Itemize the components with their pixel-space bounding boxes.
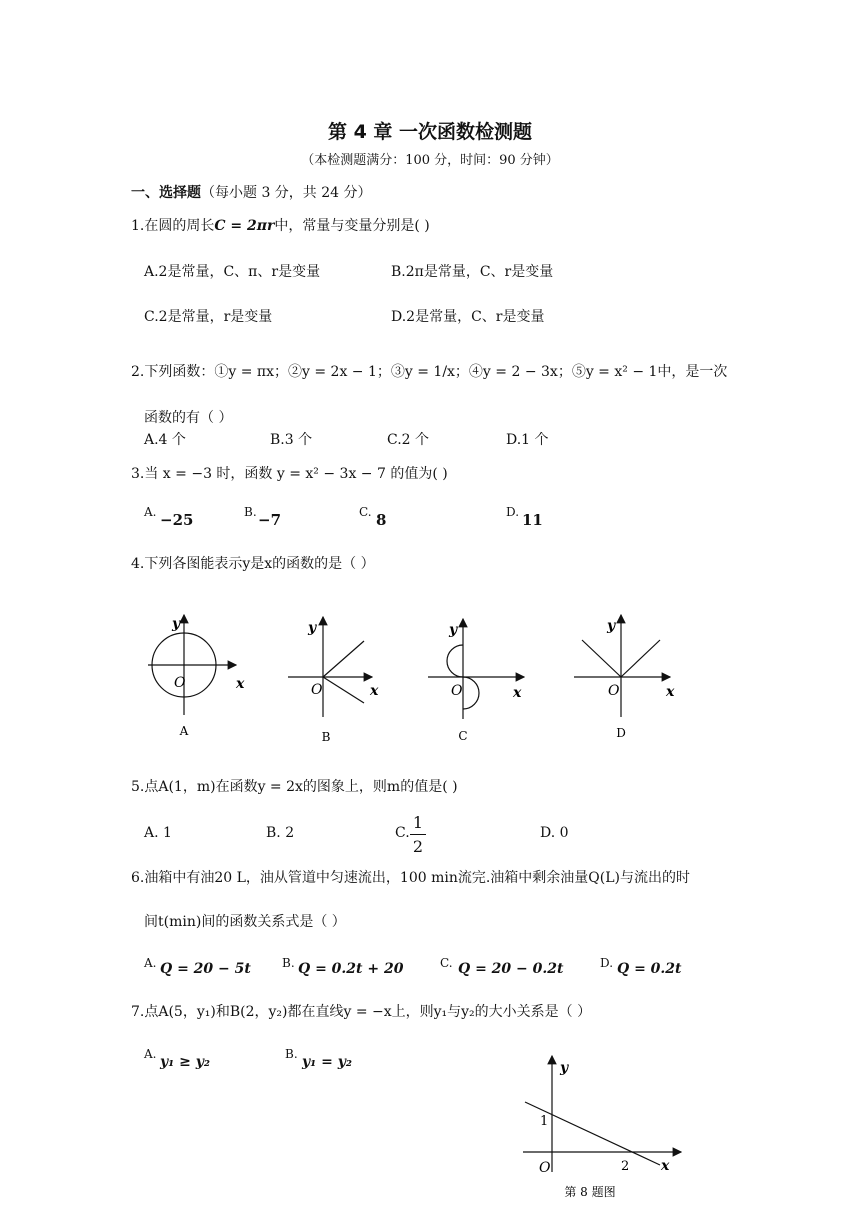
q2-option-a: A.4 个 [144,432,186,448]
q5-option-d: D. 0 [540,825,569,841]
q6-option-d-value: Q = 0.2t [617,961,682,977]
q3-option-b-value: −7 [258,511,282,529]
fig8-y-label: y [560,1060,569,1076]
q6-option-a-label: A. [144,956,157,970]
q1-option-a: A.2是常量，C、π、r是变量 [144,264,321,280]
fig8-y-intercept: 1 [540,1114,549,1129]
question-7-stem: 7.点A(5，y₁)和B(2，y₂)都在直线y = −x上，则y₁与y₂的大小关系是（ ） [131,1004,592,1020]
question-1-stem [131,215,430,235]
graph-b [288,617,379,744]
graph-a-caption: A [179,724,189,738]
q3-option-d-label: D. [506,505,520,519]
q5-option-c-numerator: 1 [412,813,424,832]
question-5-stem: 5.点A(1，m)在函数y = 2x的图象上，则m的值是( ) [131,779,458,795]
q6-option-c-value: Q = 20 − 0.2t [458,961,564,977]
q2-option-d: D.1 个 [506,432,549,448]
section-note: （每小题 3 分，共 24 分） [201,185,372,201]
graph-d-origin: O [608,683,620,699]
q5-option-b: B. 2 [266,825,295,841]
question-4-stem: 4.下列各图能表示y是x的函数的是（ ） [131,556,375,572]
q3-option-c-value: 8 [376,511,387,529]
q6-option-a-value: Q = 20 − 5t [160,961,251,977]
graph-b-origin: O [311,682,323,698]
q7-option-b-value: y₁ = y₂ [302,1054,353,1070]
page-subtitle: （本检测题满分：100 分，时间：90 分钟） [301,153,559,168]
section-heading [131,182,372,202]
q3-option-c-label: C. [359,505,372,519]
q5-option-c-fraction-bar [410,834,426,835]
q7-option-a-value: y₁ ≥ y₂ [160,1054,211,1070]
q3-option-a-label: A. [144,505,157,519]
graph-a-origin: O [174,675,186,691]
graph-d-caption: D [616,726,626,740]
question-6-line1: 6.油箱中有油20 L，油从管道中匀速流出，100 min流完.油箱中剩余油量Q(L)与流出的时 [131,870,691,886]
q5-option-c-denominator: 2 [412,837,424,856]
q6-option-c-label: C. [440,956,453,970]
question-6-line2: 间t(min)间的函数关系式是（ ） [144,914,346,930]
q2-option-c: C.2 个 [387,432,430,448]
q1-option-b: B.2π是常量，C、r是变量 [391,264,554,280]
graph-c-caption: C [458,729,468,743]
q5-option-a: A. 1 [144,825,172,841]
question-3-stem: 3.当 x = −3 时，函数 y = x² − 3x − 7 的值为( ) [131,466,448,482]
page-title: 第 4 章 一次函数检测题 [327,121,533,143]
graph-b-caption: B [321,730,331,744]
q3-option-a-value: −25 [160,511,194,529]
graph-c-x-label: x [513,685,522,701]
q5-option-c-label: C. [395,825,410,841]
question-2-line2: 函数的有（ ） [144,410,233,426]
graph-a [148,615,245,738]
q4-graphs [140,605,700,745]
graph-c [428,619,524,743]
fig8-x-intercept: 2 [621,1159,630,1174]
q1-text-pre: 1.在圆的周长 [131,218,215,234]
graph-a-y-label: y [172,616,181,632]
q1-formula: C = 2πr [214,218,275,234]
q6-option-d-label: D. [600,956,614,970]
q1-option-c: C.2是常量，r是变量 [144,309,273,325]
graph-b-x-label: x [370,683,379,699]
fig8-caption: 第 8 题图 [564,1185,616,1199]
figure-8 [515,1050,695,1200]
q3-option-b-label: B. [244,505,257,519]
q6-option-b-value: Q = 0.2t + 20 [298,961,404,977]
q7-option-a-label: A. [144,1047,157,1061]
graph-d [574,615,675,740]
q3-option-d-value: 11 [522,511,543,529]
q6-option-b-label: B. [282,956,295,970]
question-2-line1: 2.下列函数：①y = πx；②y = 2x − 1；③y = 1/x；④y = 2 − 3x；⑤y = x² − 1中，是一次 [131,364,728,380]
q2-option-b: B.3 个 [270,432,313,448]
graph-c-origin: O [451,683,463,699]
fig8-x-label: x [661,1158,670,1174]
fig8-origin: O [539,1160,551,1176]
graph-d-y-label: y [607,618,616,634]
graph-d-x-label: x [666,684,675,700]
graph-b-y-label: y [308,620,317,636]
graph-c-y-label: y [449,622,458,638]
q7-option-b-label: B. [285,1047,298,1061]
fig8-line [525,1102,660,1165]
section-title: 一、选择题 [131,185,201,201]
q1-text-post: 中，常量与变量分别是( ) [274,218,430,234]
q1-option-d: D.2是常量，C、r是变量 [391,309,545,325]
graph-a-x-label: x [236,676,245,692]
